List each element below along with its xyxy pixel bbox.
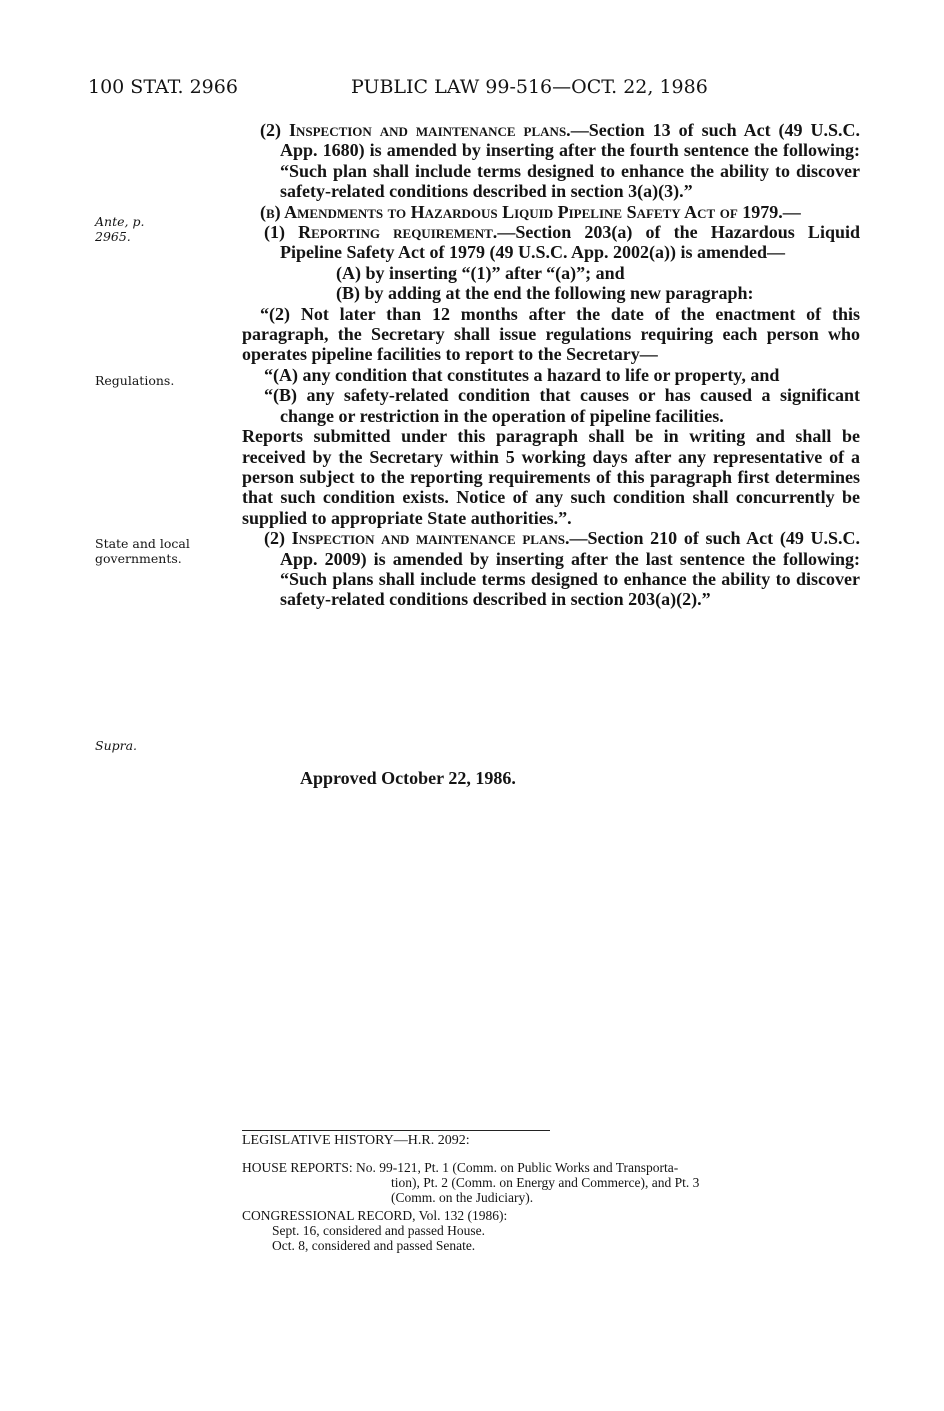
paragraph-text: —Section 203(a) of the Hazardous Liquid Pipeline Safety Act of 1979 (49 U.S.C. App. 2002(a)) is amended—	[280, 222, 860, 263]
approval-line: Approved October 22, 1986.	[300, 768, 516, 788]
statute-body	[242, 120, 860, 610]
reports-paragraph: Reports submitted under this paragraph shall be in writing and shall be received by the Secretary within 5 working days after any representative of a person subject to the reporting requirements of this paragraph first determines that such condition exists. Notice of any such condition shall concurrently be supplied to appropriate State authorities.”.	[242, 426, 860, 528]
house-reports-continuation: tion), Pt. 2 (Comm. on Energy and Commerce), and Pt. 3	[391, 1175, 700, 1191]
paragraph-heading: (2) Inspection and maintenance plans.	[260, 120, 571, 140]
quoted-item-a: “(A) any condition that constitutes a hazard to life or property, and	[264, 364, 780, 385]
paragraph-text: —Section 210 of such Act (49 U.S.C. App. 2009) is amended by inserting after the last sentence the following: “Such plans shall include terms designed to enhance the ability to discover safety-related conditions described in section 203(a)(2).”	[280, 528, 861, 610]
margin-note-regulations: Regulations.	[95, 373, 175, 388]
margin-note-ante: Ante, p. 2965.	[95, 214, 145, 244]
margin-note-state-local: State and local governments.	[95, 536, 190, 566]
paragraph-text: —Section 13 of such Act (49 U.S.C. App. 1680) is amended by inserting after the fourth sentence the following: “Such plan shall include terms designed to enhance the ability to discover safety-related conditions described in section 3(a)(3).”	[280, 120, 861, 202]
subsection-b-heading-line	[242, 202, 860, 222]
congressional-record	[242, 1208, 507, 1254]
divider-rule	[242, 1130, 550, 1131]
paragraph-heading: (2) Inspection and maintenance plans.	[264, 528, 570, 549]
item-b: (B) by adding at the end the following new paragraph:	[336, 283, 754, 304]
paragraph-inspection-plans-13	[242, 120, 860, 202]
house-reports-line: HOUSE REPORTS: No. 99-121, Pt. 1 (Comm. on Public Works and Transporta-	[242, 1160, 679, 1175]
public-law-header: PUBLIC LAW 99-516—OCT. 22, 1986	[351, 76, 708, 98]
paragraph-reporting-requirement	[242, 222, 860, 263]
subsection-b-heading: (b) Amendments to Hazardous Liquid Pipeline Safety Act of 1979.	[260, 201, 783, 222]
legislative-history-title: LEGISLATIVE HISTORY—H.R. 2092:	[242, 1133, 470, 1148]
quoted-paragraph-2: “(2) Not later than 12 months after the date of the enactment of this paragraph, the Secretary shall issue regulations requiring each person who operates pipeline facilities to report to the Secretary—	[242, 303, 860, 365]
margin-note-supra: Supra.	[95, 738, 138, 753]
quoted-item-b: “(B) any safety-related condition that causes or has caused a significant change or restriction in the operation of pipeline facilities.	[264, 385, 860, 426]
house-reports-continuation: (Comm. on the Judiciary).	[391, 1190, 534, 1206]
item-a: (A) by inserting “(1)” after “(a)”; and	[336, 262, 625, 283]
paragraph-inspection-plans-210	[242, 528, 860, 610]
subsection-b-dash: —	[782, 201, 801, 222]
congressional-record-item: Oct. 8, considered and passed Senate.	[272, 1238, 476, 1254]
house-reports	[242, 1160, 842, 1206]
congressional-record-item: Sept. 16, considered and passed House.	[272, 1223, 485, 1239]
paragraph-heading: (1) Reporting requirement.	[264, 222, 498, 243]
statute-page-number: 100 STAT. 2966	[88, 76, 238, 98]
congressional-record-label: CONGRESSIONAL RECORD, Vol. 132 (1986):	[242, 1208, 508, 1223]
